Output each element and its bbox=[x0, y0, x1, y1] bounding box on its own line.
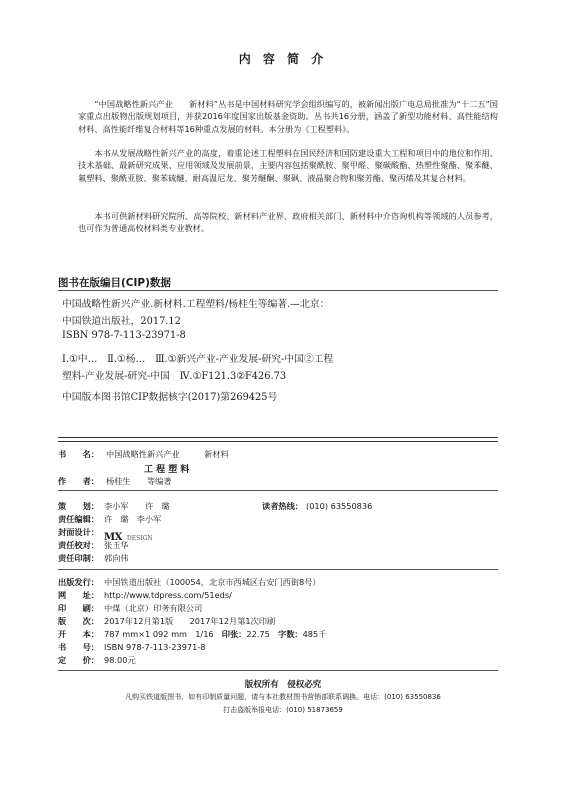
planner-label: 策 划： bbox=[58, 501, 99, 511]
editor-value: 许 璐 李小军 bbox=[104, 514, 162, 524]
publisher-value: 中国铁道出版社（100054，北京市西城区右安门西街8号） bbox=[104, 577, 321, 587]
edition-label: 版 次： bbox=[58, 616, 99, 626]
hotline-value: (010) 63550836 bbox=[306, 501, 373, 511]
staff-bottom-rule bbox=[58, 569, 498, 570]
editor-label: 责任编辑： bbox=[58, 514, 99, 524]
isbn-value: ISBN 978-7-113-23971-8 bbox=[104, 642, 206, 652]
words-label: 字数： bbox=[278, 629, 303, 639]
hotline-label: 读者热线： bbox=[262, 501, 303, 511]
cip-line-2: 中国铁道出版社，2017.12 bbox=[62, 316, 181, 327]
proofreader-label: 责任校对： bbox=[58, 540, 99, 550]
intro-paragraph-2: 本书从发展战略性新兴产业的高度，着重论述工程塑料在国民经济和国防建设重大工程和项目中的地位和作用、技术基础、最新研究成果、应用领域及发展前景，主要内容包括聚酰胺、聚甲醛、聚碳酸酯、热塑性聚酯、聚苯醚、氟塑料、聚酰亚胺、聚苯硫醚、耐高温尼龙、聚芳醚酮、聚砜、液晶聚合物和聚芳酯、聚丙烯及其复合材料。 bbox=[78, 148, 498, 183]
piracy-hotline: 打击盗版举报电话：(010) 51873659 bbox=[223, 706, 343, 714]
title-main: 工 程 塑 料 bbox=[144, 465, 190, 475]
cover-logo-sub: DESIGN bbox=[126, 535, 153, 542]
cip-isbn: ISBN 978-7-113-23971-8 bbox=[62, 330, 186, 341]
title-label: 书 名： bbox=[58, 449, 99, 459]
printer-value: 中煤（北京）印务有限公司 bbox=[104, 603, 203, 613]
printer-label: 印 刷： bbox=[58, 603, 99, 613]
isbn-label: 书 号： bbox=[58, 642, 99, 652]
website-value: http://www.tdpress.com/51eds/ bbox=[104, 590, 232, 600]
website-label: 网 址： bbox=[58, 590, 99, 600]
publish-bottom-rule bbox=[58, 670, 498, 671]
cip-heading: 图书在版编目(CIP)数据 bbox=[58, 277, 171, 289]
print-manager-label: 责任印制： bbox=[58, 553, 99, 563]
format-label: 开 本： bbox=[58, 629, 99, 639]
cover-logo-mark: MX bbox=[104, 532, 122, 543]
cip-top-rule bbox=[58, 290, 498, 291]
price-value: 98.00元 bbox=[104, 655, 136, 665]
intro-title: 内 容 简 介 bbox=[238, 52, 328, 66]
intro-paragraph-3: 本书可供新材料研究院所、高等院校、新材料产业界、政府相关部门、新材料中介咨询机构等领域的人员参考，也可作为普通高校材料类专业教材。 bbox=[78, 211, 498, 234]
cip-line-1: 中国战略性新兴产业.新材料.工程塑料/杨桂生等编著.—北京： bbox=[62, 299, 330, 310]
cover-design-label: 封面设计： bbox=[58, 527, 99, 537]
cip-class-line-1: Ⅰ.①中… Ⅱ.①杨… Ⅲ.①新兴产业-产业发展-研究-中国②工程 bbox=[62, 354, 334, 365]
book-bottom-rule bbox=[58, 490, 498, 491]
price-label: 定 价： bbox=[58, 655, 99, 665]
rights-notice: 版权所有 侵权必究 bbox=[244, 680, 322, 690]
words-value: 485千 bbox=[302, 629, 327, 639]
quality-notice: 凡购买铁道版图书，如有印制质量问题，请与本社教材图书营销部联系调换。电话：(010) 63550836 bbox=[125, 693, 441, 701]
format-info bbox=[104, 629, 326, 640]
publisher-label: 出版发行： bbox=[58, 577, 99, 587]
author-label: 作 者： bbox=[58, 476, 99, 486]
print-manager-value: 郭向伟 bbox=[104, 553, 129, 563]
proofreader-value: 张玉华 bbox=[104, 540, 129, 550]
cip-class-line-2: 塑料-产业发展-研究-中国 Ⅳ.①F121.3②F426.73 bbox=[62, 371, 287, 382]
title-series: 中国战略性新兴产业 新材料 bbox=[106, 449, 229, 459]
sheets-value: 22.75 bbox=[246, 629, 279, 639]
planner-value: 李小军 许 璐 bbox=[104, 501, 170, 511]
format-value: 787 mm×1 092 mm 1/16 bbox=[104, 629, 222, 639]
author-value: 杨桂生 等编著 bbox=[106, 476, 172, 486]
cip-core-data: 中国版本图书馆CIP数据核字(2017)第269425号 bbox=[62, 392, 278, 403]
edition-value: 2017年12月第1版 2017年12月第1次印刷 bbox=[104, 616, 276, 626]
intro-paragraph-1: “中国战略性新兴产业 新材料”丛书是中国材料研究学会组织编写的，被新闻出版广电总局批准为“十二五”国家重点出版物出版规划项目，并获2016年度国家出版基金资助。丛书共16分册，涵盖了新型功能材料、高性能结构材料、高性能纤维复合材料等16种重点发展的材料。本分册为《工程塑料》。 bbox=[78, 99, 498, 134]
sheets-label: 印张： bbox=[221, 629, 247, 639]
book-top-rule bbox=[58, 437, 498, 442]
